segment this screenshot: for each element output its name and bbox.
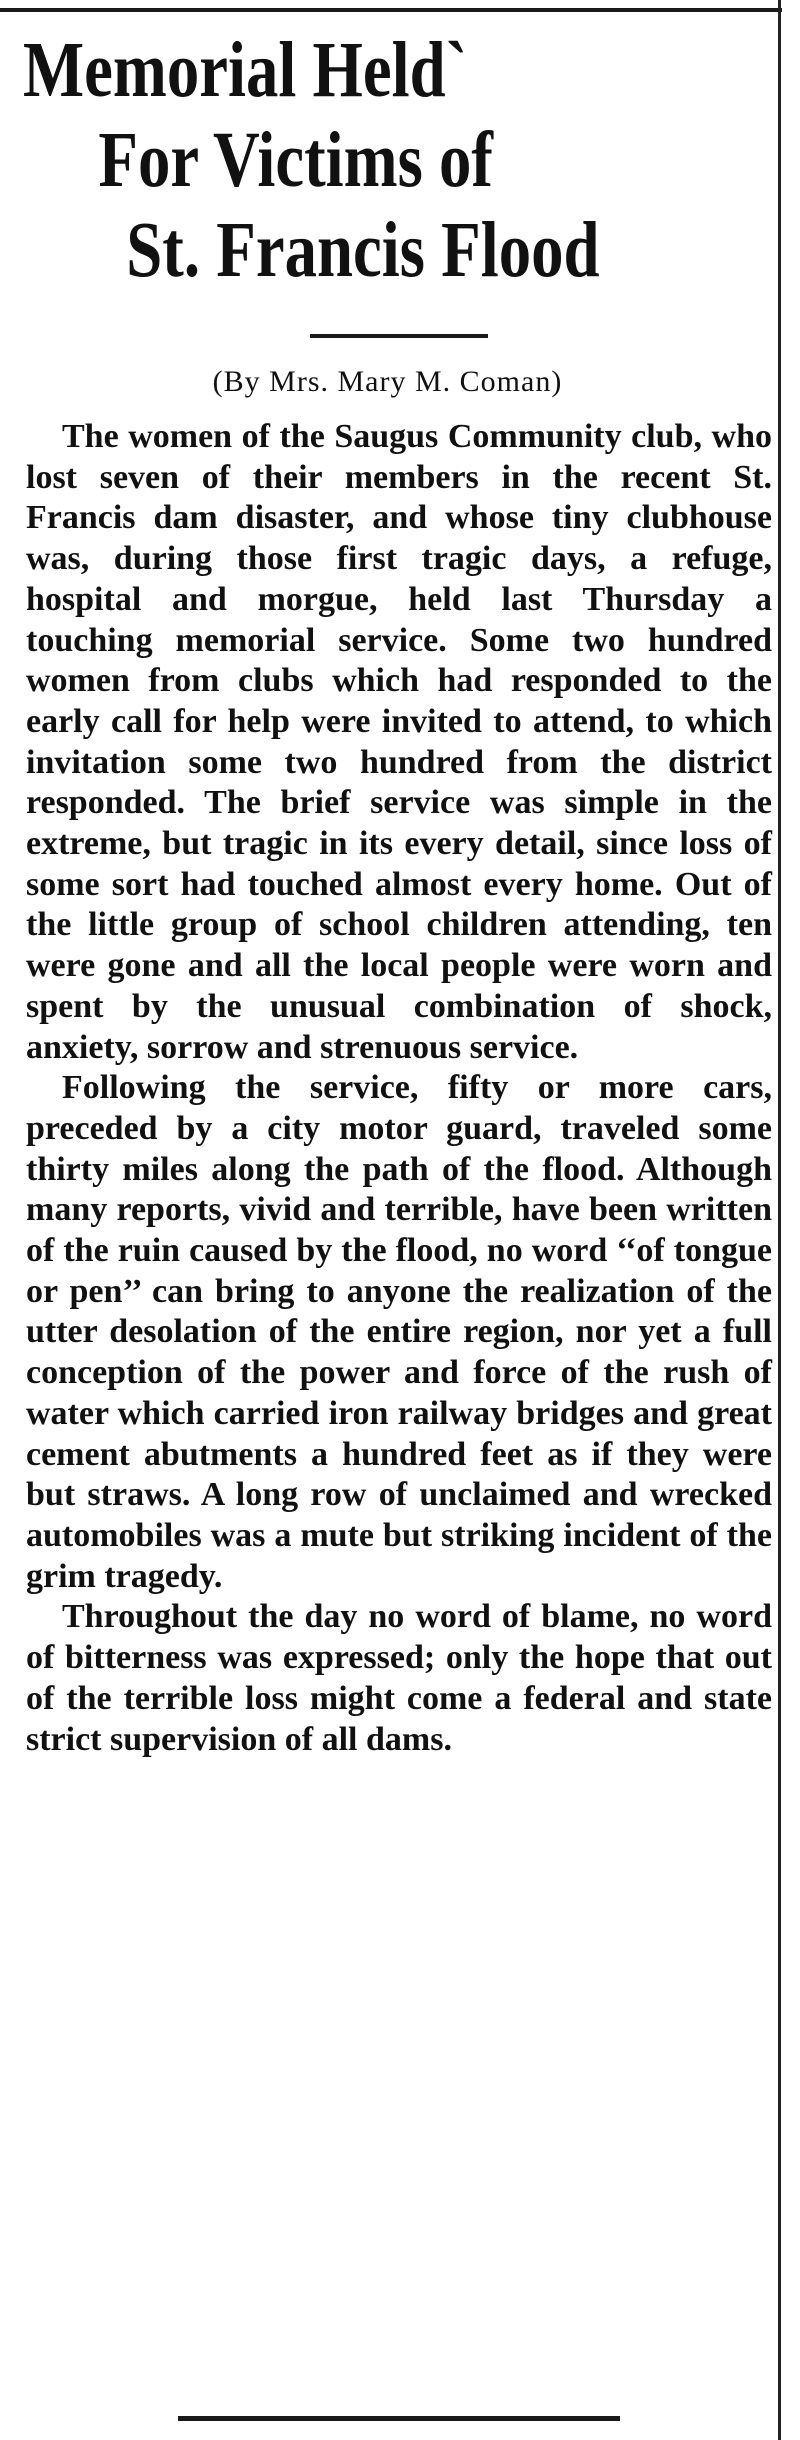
headline-line-3: St. Francis Flood <box>126 207 600 294</box>
top-column-rule <box>0 8 782 12</box>
headline-divider <box>310 334 488 338</box>
article-body <box>26 417 772 1760</box>
article-paragraph-1: The women of the Saugus Community club, who lost seven of their members in the recent St. Francis dam disaster, and whose tiny clubhouse was, during those first tragic days, a refuge, hospital and morgue, held last Thursday a touching memorial service. Some two hundred women from clubs which had responded to the early call for help were invited to attend, to which invitation some two hundred from the district responded. The brief service was simple in the extreme, but tragic in its every detail, since loss of some sort had touched almost every home. Out of the little group of school children attending, ten were gone and all the local people were worn and spent by the unusual combination of shock, anxiety, sorrow and strenuous service. <box>26 418 772 1066</box>
article-paragraph-3: Throughout the day no word of blame, no word of bitterness was expressed; only the hope that out of the terrible loss might come a federal and state strict supervision of all dams. <box>26 1598 772 1758</box>
headline <box>0 26 636 296</box>
byline: (By Mrs. Mary M. Coman) <box>212 365 563 398</box>
end-of-article-rule <box>178 2416 620 2421</box>
article-paragraph-2: Following the service, fifty or more cars, preceded by a city motor guard, traveled some thirty miles along the path of the flood. Although many reports, vivid and terrible, have been written of the ruin caused by the flood, no word ‘‘of tongue or pen’’ can bring to anyone the realization of the utter desolation of the entire region, nor yet a full conception of the power and force of the rush of water which carried iron railway bridges and great cement abutments a hundred feet as if they were but straws. A long row of unclaimed and wrecked automobiles was a mute but striking incident of the grim tragedy. <box>26 1069 772 1595</box>
right-column-rule <box>778 0 781 2440</box>
headline-line-2: For Victims of <box>98 117 493 204</box>
headline-line-1: Memorial Held` <box>22 27 468 114</box>
